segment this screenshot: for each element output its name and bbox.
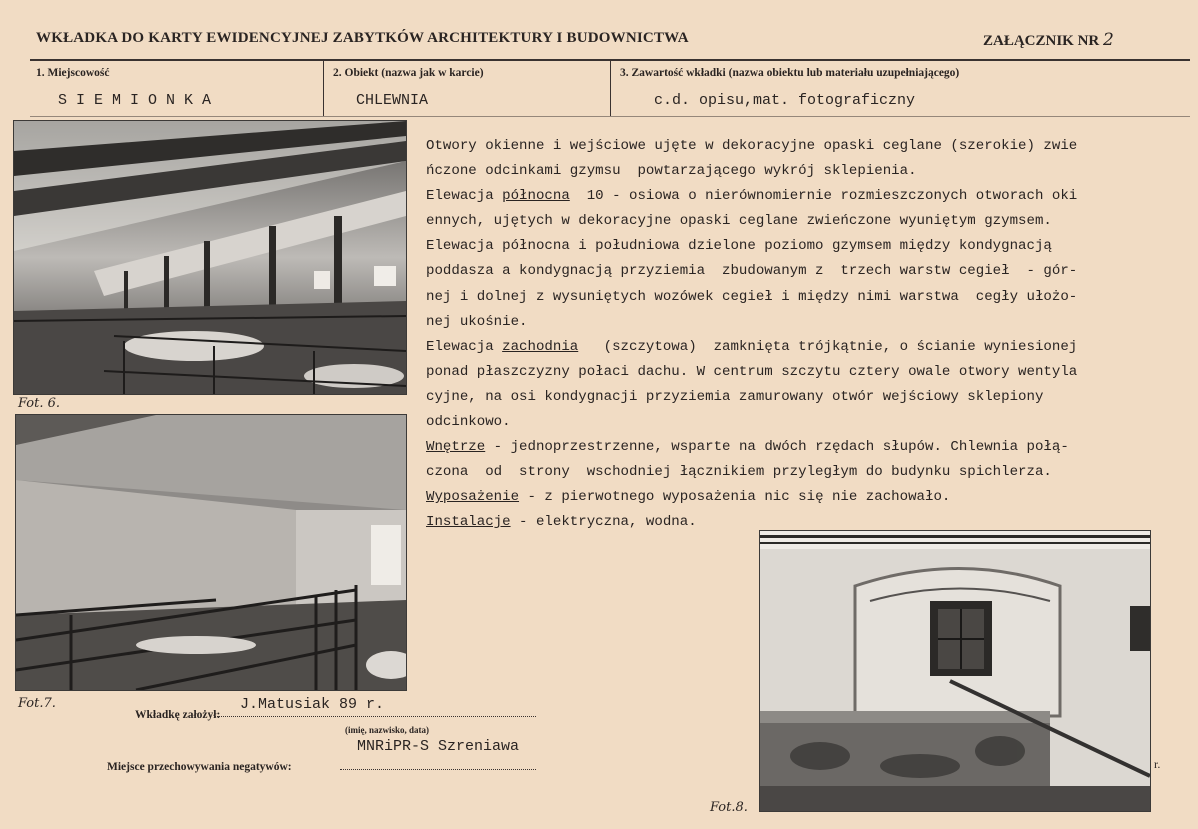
heading-west-elevation: zachodnia [502,338,579,355]
object-value: CHLEWNIA [356,92,429,109]
description-text-run: - z pierwotnego wyposażenia nic się nie zachowało. [519,489,951,506]
description-line [426,335,1192,360]
card-title: WKŁADKA DO KARTY EWIDENCYJNEJ ZABYTKÓW ARCHITEKTURY I BUDOWNICTWA [36,30,689,46]
photo-7-image [16,415,406,690]
annex-label-text: ZAŁĄCZNIK NR [983,33,1100,49]
photo-8-image [760,531,1150,811]
fields-divider-2 [610,61,611,116]
heading-north-elevation: północna [502,188,570,205]
annex-label [983,30,1114,50]
photo-6-caption: Fot. 6. [18,396,61,411]
description-line: cyjne, na osi kondygnacji przyziemia zamurowany otwór wejściowy sklepiony [426,388,1044,405]
heading-equipment: Wyposażenie [426,489,520,506]
description-text-run: - elektryczna, wodna. [510,514,697,531]
fields-rule-bottom [30,116,1190,117]
description-line: ennych, ujętych w dekoracyjne opaski ceglane zwieńczone wyuniętym gzymsem. [426,213,1052,230]
description-line: ponad płaszczyzny połaci dachu. W centrum szczytu cztery owale otwory wentyla [426,363,1078,380]
description-text-run: Elewacja [426,188,503,205]
description-line: odcinkowo. [426,414,511,431]
founder-value: J.Matusiak 89 r. [240,696,385,713]
description-line [426,184,1192,209]
description-text [426,134,1192,536]
founder-note: (imię, nazwisko, data) [345,725,429,735]
storage-dotted-line [340,769,536,770]
content-label: 3. Zawartość wkładki (nazwa obiektu lub materiału uzupełniającego) [620,67,960,79]
storage-label: Miejsce przechowywania negatywów: [107,761,292,773]
founder-label: Wkładkę założył: [135,709,221,721]
photo-7-caption: Fot.7. [18,696,56,711]
description-line: Otwory okienne i wejściowe ujęte w dekoracyjne opaski ceglane (szerokie) zwie [426,138,1078,154]
description-line: nej ukośnie. [426,313,528,330]
object-label: 2. Obiekt (nazwa jak w karcie) [333,67,484,79]
description-line: czona od strony wschodniej łącznikiem przyległym do budynku spichlerza. [426,464,1052,481]
description-text-run: Elewacja [426,338,503,355]
description-line: ńczone odcinkami gzymsu powtarzającego wykrój sklepienia. [426,163,917,180]
description-line: poddasza a kondygnacją przyziemia zbudowanym z trzech warstw cegieł - gór- [426,263,1078,280]
description-text-run: - jednoprzestrzenne, wsparte na dwóch rzędach słupów. Chlewnia połą- [485,439,1069,456]
description-line [426,485,1192,510]
description-text-run: 10 - osiowa o nierównomiernie rozmieszczonych otworach oki [569,188,1078,205]
photo-6-interior-roof [13,120,407,395]
storage-value: MNRiPR-S Szreniawa [357,738,520,755]
trailing-mark: r. [1154,757,1161,771]
photo-6-image [14,121,406,394]
fields-divider-1 [323,61,324,116]
description-line: nej i dolnej z wysuniętych wozówek cegieł i między nimi warstwa cegły ułożo- [426,288,1078,305]
locality-label: 1. Miejscowość [36,67,110,79]
description-text-run: (szczytowa) zamknięta trójkątnie, o ścianie wyniesionej [578,338,1078,355]
heading-installations: Instalacje [426,514,511,531]
locality-value: S I E M I O N K A [58,92,212,109]
photo-8-exterior-window [759,530,1151,812]
photo-8-caption: Fot.8. [710,800,748,815]
description-line: Elewacja północna i południowa dzielone poziomo gzymsem między kondygnacją [426,238,1052,255]
annex-number: 2 [1103,30,1114,50]
description-line [426,435,1192,460]
content-value: c.d. opisu,mat. fotograficzny [654,92,916,109]
founder-dotted-line [214,716,536,717]
photo-7-interior-pens [15,414,407,691]
heading-interior: Wnętrze [426,439,486,456]
